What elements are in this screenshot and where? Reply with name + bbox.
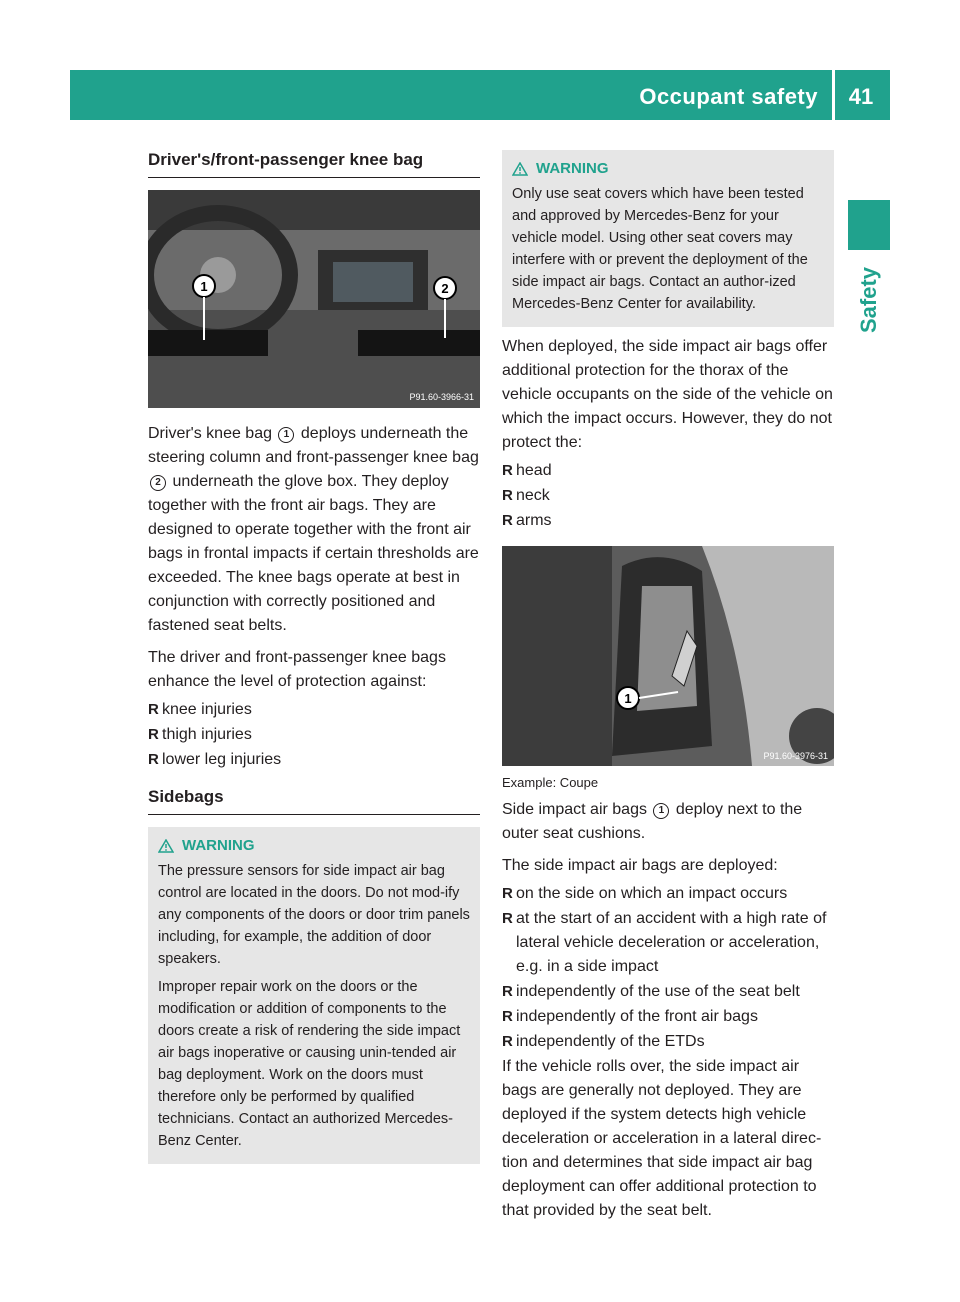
warning-triangle-icon	[512, 162, 528, 176]
callout-1-text: 1	[200, 279, 208, 294]
warning-triangle-icon	[158, 839, 174, 853]
side-airbag-location-text: Side impact air bags 1 deploy next to the outer seat cushions.	[502, 801, 803, 842]
seat-photo-label: P91.60-3976-31	[763, 751, 828, 761]
chapter-tab	[848, 260, 890, 340]
chapter-tab-label: Safety	[856, 266, 881, 334]
list-item: R independently of the ETDs	[502, 1033, 705, 1050]
list-item: R lower leg injuries	[148, 751, 282, 768]
list-item: R arms	[502, 512, 552, 529]
rollover-text: If the vehicle rolls over, the side impact air bags are generally not deployed. They are deployed if the system detects high vehicle deceleration or acceleration in a lateral direc-tion and determines that side impact air bag deployment can offer additional protection to that provided by the seat belt.	[502, 1058, 822, 1219]
warning-box-door-sensors	[148, 827, 480, 1164]
callout-2-inline: 2	[150, 475, 166, 491]
side-airbag-protection-text: When deployed, the side impact air bags offer additional protection for the thorax of the vehicle occupants on the side of the vehicle on which the impact occurs. However, they do not protect the:	[502, 338, 833, 451]
left-column	[148, 150, 480, 1164]
sidebags-heading: Sidebags	[148, 787, 480, 815]
callout-2-text: 2	[441, 281, 449, 296]
deployed-conditions-intro: The side impact air bags are deployed:	[502, 857, 778, 874]
warning-header	[512, 160, 824, 177]
header-divider	[832, 70, 835, 120]
list-item: R thigh injuries	[148, 726, 252, 743]
seat-photo	[502, 546, 834, 766]
callout-1-seat-text: 1	[624, 691, 632, 706]
knee-protection-list	[148, 698, 480, 772]
right-column	[502, 150, 834, 1223]
warning-header	[158, 837, 470, 854]
warning-text: The pressure sensors for side impact air bag control are located in the doors. Do not mod-ify any components of the doors or door trim panels including, for example, the addition of door speakers.	[158, 863, 470, 967]
section-title: Occupant safety	[639, 84, 818, 109]
knee-bag-protection-intro: The driver and front-passenger knee bags enhance the level of protection against:	[148, 649, 446, 690]
list-item: R on the side on which an impact occurs	[502, 885, 788, 902]
not-protected-list	[502, 459, 834, 533]
page-number: 41	[848, 84, 874, 109]
list-item: R head	[502, 462, 552, 479]
callout-1-inline: 1	[278, 427, 294, 443]
warning-text: Improper repair work on the doors or the modification or addition of components to the doors create a risk of rendering the side impact air bags inoperative or causing unin-tended air bag deployment. Work on the doors must therefore only be performed by qualified technicians. Contact an authorized Mercedes-Benz Center.	[158, 979, 461, 1149]
list-item: R at the start of an accident with a high rate of lateral vehicle deceleration or acceleration, e.g. in a side impact	[502, 910, 827, 975]
knee-photo-label: P91.60-3966-31	[409, 392, 474, 402]
deployed-conditions-list	[502, 882, 834, 1054]
knee-bag-photo	[148, 190, 480, 408]
list-item: R knee injuries	[148, 701, 252, 718]
warning-box-seat-covers	[502, 150, 834, 327]
list-item: R independently of the front air bags	[502, 1008, 758, 1025]
page-header	[70, 70, 890, 120]
warning-text: Only use seat covers which have been tested and approved by Mercedes-Benz for your vehicle model. Using other seat covers may interfere with or prevent the deployment of the side impact air bags. Contact an author-ized Mercedes-Benz Center for availability.	[512, 186, 808, 312]
list-item: R independently of the use of the seat belt	[502, 983, 800, 1000]
callout-1-inline: 1	[653, 803, 669, 819]
list-item: R neck	[502, 487, 550, 504]
knee-bag-heading: Driver's/front-passenger knee bag	[148, 150, 480, 178]
knee-bag-description: Driver's knee bag 1 deploys underneath the steering column and front-passenger knee bag 2 underneath the glove box. They deploy together with the front air bags. They are designed to operate together with the front air bags in frontal impacts if certain thresholds are exceeded. The knee bags operate at best in conjunction with correctly positioned and fastened seat belts.	[148, 425, 479, 634]
warning-title: WARNING	[182, 837, 255, 854]
chapter-tab-marker	[848, 200, 890, 250]
photo-caption: Example: Coupe	[502, 775, 599, 790]
warning-title: WARNING	[536, 160, 609, 177]
